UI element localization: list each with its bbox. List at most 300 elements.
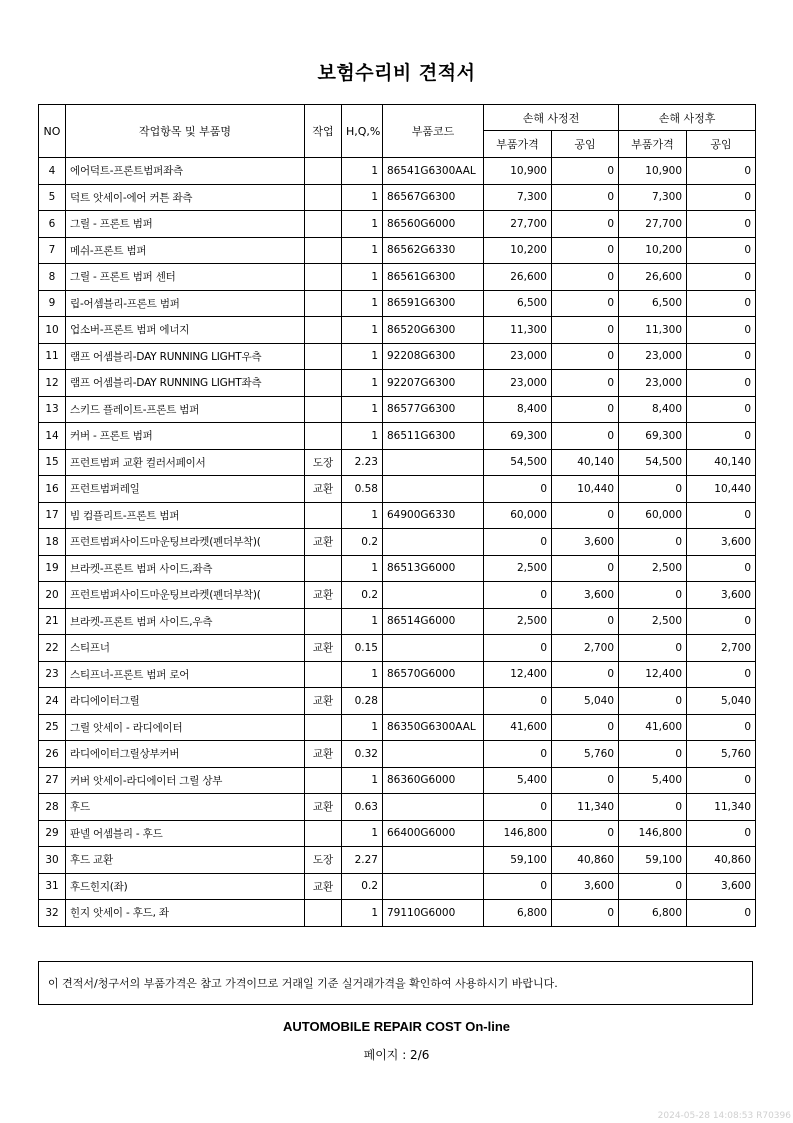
cell-before-labor: 40,860 bbox=[552, 847, 619, 874]
header-before-adjust: 손해 사정전 bbox=[484, 105, 619, 131]
cell-after-part-price: 6,800 bbox=[619, 900, 687, 927]
table-row bbox=[39, 794, 756, 821]
cell-hq: 1 bbox=[342, 237, 383, 264]
cell-after-labor: 0 bbox=[687, 608, 756, 635]
cell-after-labor: 0 bbox=[687, 502, 756, 529]
cell-after-labor: 0 bbox=[687, 661, 756, 688]
cell-hq: 1 bbox=[342, 900, 383, 927]
cell-item-name: 빔 컴플리트-프론트 범퍼 bbox=[66, 502, 305, 529]
cell-item-name: 후드 bbox=[66, 794, 305, 821]
cell-before-part-price: 41,600 bbox=[484, 714, 552, 741]
cell-work: 도장 bbox=[305, 847, 342, 874]
cell-hq: 0.58 bbox=[342, 476, 383, 503]
cell-no: 15 bbox=[39, 449, 66, 476]
cell-part-code: 86513G6000 bbox=[383, 555, 484, 582]
cell-item-name: 브라켓-프론트 범퍼 사이드,좌측 bbox=[66, 555, 305, 582]
cell-part-code: 86561G6300 bbox=[383, 264, 484, 291]
cell-after-part-price: 26,600 bbox=[619, 264, 687, 291]
cell-before-labor: 10,440 bbox=[552, 476, 619, 503]
price-notice: 이 견적서/청구서의 부품가격은 참고 가격이므로 거래일 기준 실거래가격을 확인하여 사용하시기 바랍니다. bbox=[38, 961, 753, 1005]
cell-part-code: 86541G6300AAL bbox=[383, 158, 484, 185]
cell-part-code: 86570G6000 bbox=[383, 661, 484, 688]
table-row bbox=[39, 661, 756, 688]
header-before-labor: 공임 bbox=[552, 131, 619, 158]
cell-after-part-price: 60,000 bbox=[619, 502, 687, 529]
cell-part-code bbox=[383, 635, 484, 662]
cell-hq: 0.28 bbox=[342, 688, 383, 715]
cell-item-name: 스티프너 bbox=[66, 635, 305, 662]
cell-no: 4 bbox=[39, 158, 66, 185]
cell-work: 교환 bbox=[305, 476, 342, 503]
cell-item-name: 커버 앗세이-라디에이터 그릴 상부 bbox=[66, 767, 305, 794]
cell-after-labor: 0 bbox=[687, 158, 756, 185]
cell-hq: 1 bbox=[342, 211, 383, 238]
cell-after-part-price: 23,000 bbox=[619, 343, 687, 370]
cell-before-labor: 0 bbox=[552, 714, 619, 741]
cell-after-labor: 2,700 bbox=[687, 635, 756, 662]
table-row bbox=[39, 714, 756, 741]
cell-no: 10 bbox=[39, 317, 66, 344]
cell-work bbox=[305, 661, 342, 688]
cell-after-part-price: 11,300 bbox=[619, 317, 687, 344]
cell-part-code: 79110G6000 bbox=[383, 900, 484, 927]
cell-before-labor: 0 bbox=[552, 211, 619, 238]
cell-after-part-price: 10,200 bbox=[619, 237, 687, 264]
cell-after-part-price: 54,500 bbox=[619, 449, 687, 476]
cell-after-part-price: 0 bbox=[619, 476, 687, 503]
header-before-part-price: 부품가격 bbox=[484, 131, 552, 158]
cell-work: 교환 bbox=[305, 582, 342, 609]
table-row bbox=[39, 290, 756, 317]
page-number: 페이지 : 2/6 bbox=[363, 1048, 430, 1062]
table-row bbox=[39, 264, 756, 291]
cell-work: 교환 bbox=[305, 741, 342, 768]
cell-after-part-price: 2,500 bbox=[619, 608, 687, 635]
cell-part-code bbox=[383, 741, 484, 768]
cell-no: 14 bbox=[39, 423, 66, 450]
cell-work bbox=[305, 900, 342, 927]
cell-after-part-price: 23,000 bbox=[619, 370, 687, 397]
cell-after-labor: 0 bbox=[687, 370, 756, 397]
cell-part-code bbox=[383, 847, 484, 874]
cell-work bbox=[305, 158, 342, 185]
cell-hq: 2.23 bbox=[342, 449, 383, 476]
cell-before-labor: 0 bbox=[552, 661, 619, 688]
table-row bbox=[39, 396, 756, 423]
cell-after-labor: 0 bbox=[687, 396, 756, 423]
header-hq: H,Q,% bbox=[342, 105, 383, 158]
cell-part-code: 86562G6330 bbox=[383, 237, 484, 264]
cell-after-labor: 0 bbox=[687, 290, 756, 317]
estimate-table bbox=[38, 104, 756, 927]
cell-hq: 2.27 bbox=[342, 847, 383, 874]
cell-before-labor: 5,040 bbox=[552, 688, 619, 715]
cell-after-part-price: 10,900 bbox=[619, 158, 687, 185]
header-no: NO bbox=[39, 105, 66, 158]
cell-no: 20 bbox=[39, 582, 66, 609]
header-work: 작업 bbox=[305, 105, 342, 158]
cell-item-name: 그릴 - 프론트 범퍼 bbox=[66, 211, 305, 238]
cell-after-labor: 0 bbox=[687, 317, 756, 344]
table-row bbox=[39, 158, 756, 185]
cell-after-labor: 0 bbox=[687, 820, 756, 847]
cell-before-part-price: 146,800 bbox=[484, 820, 552, 847]
cell-item-name: 후드 교환 bbox=[66, 847, 305, 874]
cell-item-name: 프런트범퍼사이드마운팅브라켓(펜더부착)( bbox=[66, 529, 305, 556]
table-row bbox=[39, 502, 756, 529]
cell-hq: 1 bbox=[342, 184, 383, 211]
cell-no: 7 bbox=[39, 237, 66, 264]
cell-work: 교환 bbox=[305, 794, 342, 821]
cell-hq: 1 bbox=[342, 317, 383, 344]
cell-work: 교환 bbox=[305, 688, 342, 715]
cell-after-part-price: 6,500 bbox=[619, 290, 687, 317]
cell-hq: 0.2 bbox=[342, 582, 383, 609]
cell-item-name: 브라켓-프론트 범퍼 사이드,우측 bbox=[66, 608, 305, 635]
cell-item-name: 램프 어셈블리-DAY RUNNING LIGHT우측 bbox=[66, 343, 305, 370]
cell-before-labor: 2,700 bbox=[552, 635, 619, 662]
cell-before-labor: 11,340 bbox=[552, 794, 619, 821]
cell-no: 24 bbox=[39, 688, 66, 715]
cell-after-labor: 10,440 bbox=[687, 476, 756, 503]
cell-after-labor: 3,600 bbox=[687, 873, 756, 900]
cell-part-code bbox=[383, 476, 484, 503]
table-row bbox=[39, 476, 756, 503]
cell-after-labor: 11,340 bbox=[687, 794, 756, 821]
cell-work bbox=[305, 502, 342, 529]
cell-work bbox=[305, 211, 342, 238]
cell-part-code: 86560G6000 bbox=[383, 211, 484, 238]
cell-hq: 0.63 bbox=[342, 794, 383, 821]
cell-before-part-price: 8,400 bbox=[484, 396, 552, 423]
cell-hq: 1 bbox=[342, 820, 383, 847]
cell-before-part-price: 0 bbox=[484, 873, 552, 900]
cell-part-code: 86514G6000 bbox=[383, 608, 484, 635]
cell-before-part-price: 54,500 bbox=[484, 449, 552, 476]
cell-before-labor: 5,760 bbox=[552, 741, 619, 768]
cell-work bbox=[305, 423, 342, 450]
cell-work: 교환 bbox=[305, 873, 342, 900]
cell-before-part-price: 59,100 bbox=[484, 847, 552, 874]
cell-after-part-price: 41,600 bbox=[619, 714, 687, 741]
cell-after-part-price: 0 bbox=[619, 529, 687, 556]
cell-after-labor: 0 bbox=[687, 555, 756, 582]
cell-before-labor: 0 bbox=[552, 820, 619, 847]
cell-after-part-price: 0 bbox=[619, 635, 687, 662]
cell-work: 도장 bbox=[305, 449, 342, 476]
cell-hq: 0.15 bbox=[342, 635, 383, 662]
cell-no: 8 bbox=[39, 264, 66, 291]
cell-before-labor: 3,600 bbox=[552, 529, 619, 556]
cell-part-code: 86567G6300 bbox=[383, 184, 484, 211]
cell-before-part-price: 12,400 bbox=[484, 661, 552, 688]
cell-hq: 1 bbox=[342, 502, 383, 529]
cell-item-name: 프런트범퍼 교환 컬러서페이서 bbox=[66, 449, 305, 476]
cell-item-name: 덕트 앗세이-에어 커튼 좌측 bbox=[66, 184, 305, 211]
cell-hq: 1 bbox=[342, 661, 383, 688]
cell-no: 28 bbox=[39, 794, 66, 821]
cell-work bbox=[305, 290, 342, 317]
cell-part-code bbox=[383, 688, 484, 715]
cell-before-part-price: 23,000 bbox=[484, 370, 552, 397]
cell-item-name: 프런트범퍼사이드마운팅브라켓(펜더부착)( bbox=[66, 582, 305, 609]
cell-no: 11 bbox=[39, 343, 66, 370]
cell-part-code: 86350G6300AAL bbox=[383, 714, 484, 741]
table-row bbox=[39, 847, 756, 874]
cell-before-labor: 0 bbox=[552, 290, 619, 317]
cell-item-name: 라디에이터그릴상부커버 bbox=[66, 741, 305, 768]
cell-after-part-price: 146,800 bbox=[619, 820, 687, 847]
cell-after-part-price: 59,100 bbox=[619, 847, 687, 874]
cell-hq: 1 bbox=[342, 158, 383, 185]
cell-item-name: 업소버-프론트 범퍼 에너지 bbox=[66, 317, 305, 344]
cell-before-labor: 3,600 bbox=[552, 873, 619, 900]
cell-item-name: 에어덕트-프론트범퍼좌측 bbox=[66, 158, 305, 185]
cell-no: 25 bbox=[39, 714, 66, 741]
cell-part-code: 86591G6300 bbox=[383, 290, 484, 317]
cell-item-name: 스키드 플레이트-프론트 범퍼 bbox=[66, 396, 305, 423]
cell-part-code: 86511G6300 bbox=[383, 423, 484, 450]
cell-hq: 0.2 bbox=[342, 873, 383, 900]
cell-item-name: 그릴 - 프론트 범퍼 센터 bbox=[66, 264, 305, 291]
cell-after-labor: 5,760 bbox=[687, 741, 756, 768]
cell-before-part-price: 10,200 bbox=[484, 237, 552, 264]
timestamp-stamp: 2024-05-28 14:08:53 R70396 bbox=[657, 1111, 791, 1121]
cell-no: 5 bbox=[39, 184, 66, 211]
cell-before-labor: 0 bbox=[552, 608, 619, 635]
cell-before-labor: 0 bbox=[552, 184, 619, 211]
cell-work bbox=[305, 555, 342, 582]
cell-after-labor: 0 bbox=[687, 767, 756, 794]
cell-before-labor: 0 bbox=[552, 502, 619, 529]
cell-part-code: 86360G6000 bbox=[383, 767, 484, 794]
cell-part-code bbox=[383, 794, 484, 821]
cell-hq: 1 bbox=[342, 343, 383, 370]
cell-after-labor: 3,600 bbox=[687, 529, 756, 556]
cell-part-code bbox=[383, 449, 484, 476]
cell-before-part-price: 10,900 bbox=[484, 158, 552, 185]
cell-part-code bbox=[383, 873, 484, 900]
cell-before-part-price: 69,300 bbox=[484, 423, 552, 450]
cell-no: 23 bbox=[39, 661, 66, 688]
cell-after-labor: 0 bbox=[687, 714, 756, 741]
cell-part-code: 92207G6300 bbox=[383, 370, 484, 397]
cell-before-labor: 0 bbox=[552, 317, 619, 344]
cell-work bbox=[305, 184, 342, 211]
cell-after-part-price: 7,300 bbox=[619, 184, 687, 211]
cell-after-part-price: 5,400 bbox=[619, 767, 687, 794]
cell-part-code: 86577G6300 bbox=[383, 396, 484, 423]
header-after-part-price: 부품가격 bbox=[619, 131, 687, 158]
cell-part-code: 92208G6300 bbox=[383, 343, 484, 370]
cell-item-name: 힌지 앗세이 - 후드, 좌 bbox=[66, 900, 305, 927]
cell-before-part-price: 2,500 bbox=[484, 608, 552, 635]
cell-after-part-price: 0 bbox=[619, 794, 687, 821]
cell-no: 30 bbox=[39, 847, 66, 874]
cell-no: 26 bbox=[39, 741, 66, 768]
cell-after-part-price: 0 bbox=[619, 688, 687, 715]
cell-item-name: 판넬 어셈블리 - 후드 bbox=[66, 820, 305, 847]
cell-work bbox=[305, 370, 342, 397]
cell-after-part-price: 69,300 bbox=[619, 423, 687, 450]
cell-no: 29 bbox=[39, 820, 66, 847]
cell-no: 16 bbox=[39, 476, 66, 503]
cell-no: 17 bbox=[39, 502, 66, 529]
cell-part-code: 64900G6330 bbox=[383, 502, 484, 529]
table-row bbox=[39, 529, 756, 556]
cell-after-labor: 5,040 bbox=[687, 688, 756, 715]
cell-before-labor: 0 bbox=[552, 555, 619, 582]
table-row bbox=[39, 237, 756, 264]
cell-before-part-price: 23,000 bbox=[484, 343, 552, 370]
cell-no: 12 bbox=[39, 370, 66, 397]
cell-before-labor: 0 bbox=[552, 158, 619, 185]
cell-no: 31 bbox=[39, 873, 66, 900]
cell-before-part-price: 7,300 bbox=[484, 184, 552, 211]
cell-hq: 1 bbox=[342, 290, 383, 317]
cell-item-name: 커버 - 프론트 범퍼 bbox=[66, 423, 305, 450]
cell-no: 13 bbox=[39, 396, 66, 423]
cell-after-labor: 0 bbox=[687, 211, 756, 238]
cell-before-part-price: 0 bbox=[484, 476, 552, 503]
cell-before-part-price: 26,600 bbox=[484, 264, 552, 291]
cell-hq: 1 bbox=[342, 767, 383, 794]
cell-before-part-price: 0 bbox=[484, 582, 552, 609]
cell-item-name: 그릴 앗세이 - 라디에이터 bbox=[66, 714, 305, 741]
cell-no: 18 bbox=[39, 529, 66, 556]
cell-hq: 1 bbox=[342, 396, 383, 423]
cell-after-part-price: 27,700 bbox=[619, 211, 687, 238]
cell-hq: 1 bbox=[342, 264, 383, 291]
cell-work bbox=[305, 714, 342, 741]
cell-after-part-price: 0 bbox=[619, 582, 687, 609]
table-row bbox=[39, 449, 756, 476]
table-row bbox=[39, 635, 756, 662]
cell-before-part-price: 11,300 bbox=[484, 317, 552, 344]
cell-work bbox=[305, 264, 342, 291]
cell-item-name: 램프 어셈블리-DAY RUNNING LIGHT좌측 bbox=[66, 370, 305, 397]
cell-after-labor: 0 bbox=[687, 423, 756, 450]
table-row bbox=[39, 820, 756, 847]
cell-after-part-price: 12,400 bbox=[619, 661, 687, 688]
header-item: 작업항목 및 부품명 bbox=[66, 105, 305, 158]
table-row bbox=[39, 900, 756, 927]
cell-before-part-price: 0 bbox=[484, 688, 552, 715]
cell-before-labor: 0 bbox=[552, 237, 619, 264]
cell-after-part-price: 0 bbox=[619, 873, 687, 900]
cell-before-part-price: 2,500 bbox=[484, 555, 552, 582]
cell-before-labor: 0 bbox=[552, 264, 619, 291]
table-row bbox=[39, 582, 756, 609]
cell-work bbox=[305, 317, 342, 344]
cell-item-name: 스티프너-프론트 범퍼 로어 bbox=[66, 661, 305, 688]
table-row bbox=[39, 608, 756, 635]
cell-hq: 1 bbox=[342, 714, 383, 741]
cell-before-labor: 0 bbox=[552, 423, 619, 450]
cell-item-name: 후드힌지(좌) bbox=[66, 873, 305, 900]
cell-after-labor: 0 bbox=[687, 900, 756, 927]
cell-no: 9 bbox=[39, 290, 66, 317]
cell-before-labor: 0 bbox=[552, 396, 619, 423]
header-code: 부품코드 bbox=[383, 105, 484, 158]
cell-before-labor: 40,140 bbox=[552, 449, 619, 476]
table-row bbox=[39, 423, 756, 450]
table-row bbox=[39, 343, 756, 370]
table-row bbox=[39, 184, 756, 211]
cell-item-name: 프런트범퍼레일 bbox=[66, 476, 305, 503]
cell-hq: 1 bbox=[342, 608, 383, 635]
footer-title: AUTOMOBILE REPAIR COST On-line bbox=[282, 1019, 511, 1034]
cell-before-part-price: 6,500 bbox=[484, 290, 552, 317]
cell-after-labor: 0 bbox=[687, 264, 756, 291]
cell-hq: 0.32 bbox=[342, 741, 383, 768]
table-row bbox=[39, 555, 756, 582]
header-after-labor: 공임 bbox=[687, 131, 756, 158]
table-row bbox=[39, 873, 756, 900]
cell-before-labor: 0 bbox=[552, 370, 619, 397]
cell-before-part-price: 27,700 bbox=[484, 211, 552, 238]
cell-work: 교환 bbox=[305, 529, 342, 556]
cell-part-code bbox=[383, 529, 484, 556]
cell-after-labor: 40,140 bbox=[687, 449, 756, 476]
cell-work bbox=[305, 396, 342, 423]
cell-before-part-price: 0 bbox=[484, 741, 552, 768]
cell-before-labor: 0 bbox=[552, 767, 619, 794]
header-after-adjust: 손해 사정후 bbox=[619, 105, 756, 131]
cell-after-part-price: 8,400 bbox=[619, 396, 687, 423]
cell-hq: 1 bbox=[342, 423, 383, 450]
table-row bbox=[39, 688, 756, 715]
cell-before-part-price: 0 bbox=[484, 635, 552, 662]
cell-work bbox=[305, 343, 342, 370]
cell-item-name: 메쉬-프론트 범퍼 bbox=[66, 237, 305, 264]
cell-hq: 0.2 bbox=[342, 529, 383, 556]
cell-hq: 1 bbox=[342, 370, 383, 397]
cell-before-part-price: 60,000 bbox=[484, 502, 552, 529]
table-row bbox=[39, 767, 756, 794]
cell-after-labor: 3,600 bbox=[687, 582, 756, 609]
cell-before-part-price: 6,800 bbox=[484, 900, 552, 927]
estimate-rows bbox=[39, 158, 756, 927]
cell-part-code: 66400G6000 bbox=[383, 820, 484, 847]
cell-no: 19 bbox=[39, 555, 66, 582]
cell-before-part-price: 0 bbox=[484, 794, 552, 821]
cell-after-labor: 0 bbox=[687, 184, 756, 211]
cell-part-code: 86520G6300 bbox=[383, 317, 484, 344]
cell-no: 21 bbox=[39, 608, 66, 635]
table-row bbox=[39, 211, 756, 238]
cell-item-name: 립-어셈블리-프론트 범퍼 bbox=[66, 290, 305, 317]
cell-no: 22 bbox=[39, 635, 66, 662]
document-title: 보험수리비 견적서 bbox=[317, 62, 476, 84]
cell-no: 27 bbox=[39, 767, 66, 794]
cell-after-labor: 0 bbox=[687, 343, 756, 370]
cell-part-code bbox=[383, 582, 484, 609]
cell-no: 32 bbox=[39, 900, 66, 927]
cell-after-part-price: 2,500 bbox=[619, 555, 687, 582]
cell-before-labor: 3,600 bbox=[552, 582, 619, 609]
table-row bbox=[39, 370, 756, 397]
cell-before-part-price: 5,400 bbox=[484, 767, 552, 794]
cell-after-part-price: 0 bbox=[619, 741, 687, 768]
cell-work bbox=[305, 608, 342, 635]
cell-before-labor: 0 bbox=[552, 343, 619, 370]
cell-work bbox=[305, 237, 342, 264]
cell-before-part-price: 0 bbox=[484, 529, 552, 556]
cell-no: 6 bbox=[39, 211, 66, 238]
cell-after-labor: 0 bbox=[687, 237, 756, 264]
cell-after-labor: 40,860 bbox=[687, 847, 756, 874]
